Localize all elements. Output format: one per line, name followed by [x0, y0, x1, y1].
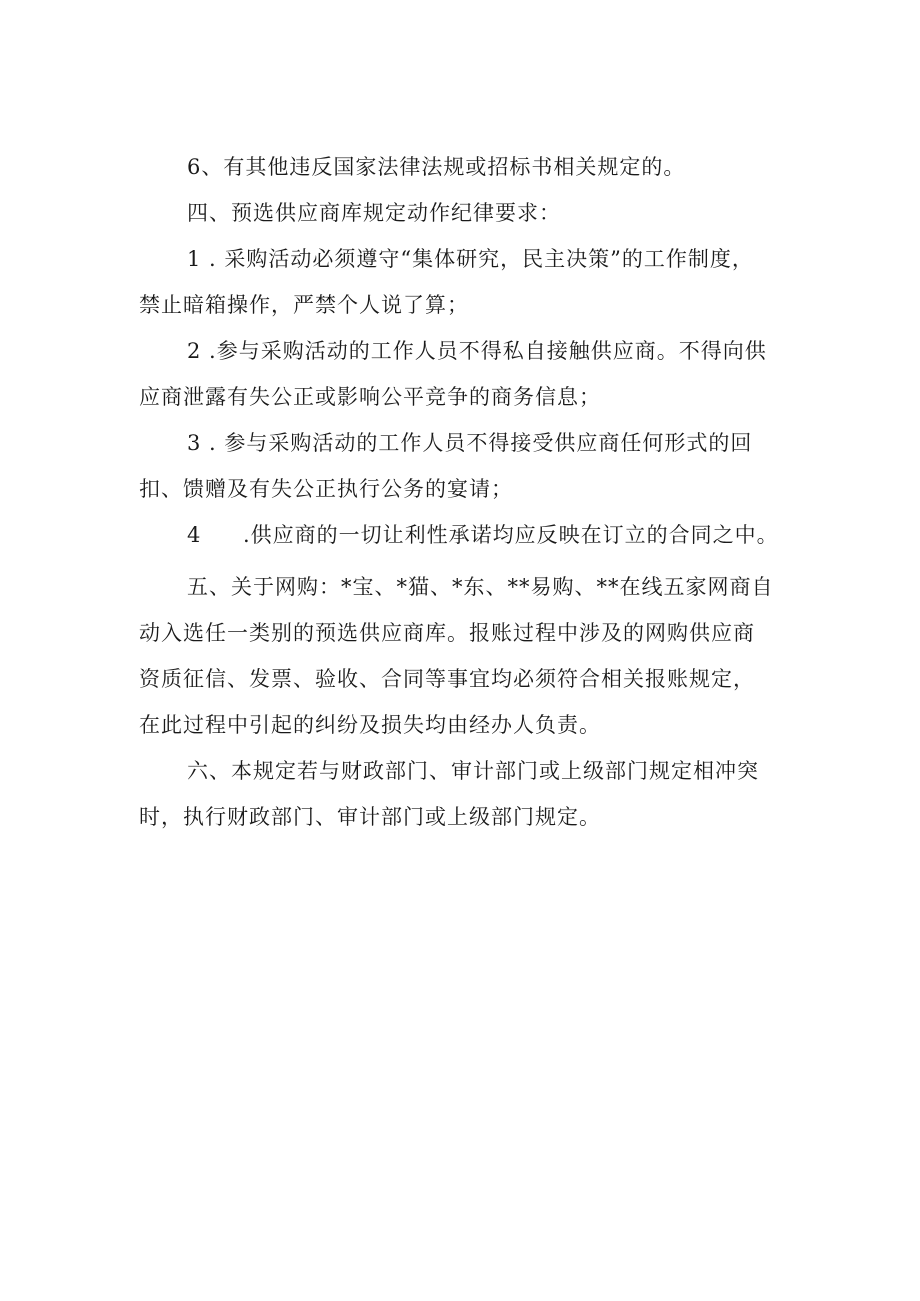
section-four-heading [139, 190, 809, 236]
paragraph-line: 六、本规定若与财政部门、审计部门或上级部门规定相冲突 [187, 759, 759, 783]
rule-item-1 [139, 236, 809, 328]
paragraph-item-6 [139, 144, 809, 190]
paragraph-line: 时，执行财政部门、审计部门或上级部门规定。 [139, 805, 601, 829]
paragraph-line: 6、有其他违反国家法律法规或招标书相关规定的。 [187, 155, 686, 179]
paragraph-line: 扣、馈赠及有失公正执行公务的宴请； [139, 477, 513, 501]
paragraph-line: 在此过程中引起的纠纷及损失均由经办人负责。 [139, 713, 601, 737]
rule-number: 4 [187, 523, 202, 547]
paragraph-line: 1 . 采购活动必须遵守“集体研究，民主决策”的工作制度， [187, 247, 754, 271]
rule-item-4 [139, 512, 809, 558]
paragraph-line: 资质征信、发票、验收、合同等事宜均必须符合相关报账规定， [139, 667, 755, 691]
rule-item-3 [139, 420, 809, 512]
paragraph-line: 四、预选供应商库规定动作纪律要求： [187, 201, 561, 225]
paragraph-line: 五、关于网购：*宝、*猫、*东、**易购、**在线五家网商自 [187, 575, 774, 599]
paragraph-line: 2 .参与采购活动的工作人员不得私自接触供应商。不得向供 [187, 339, 767, 363]
paragraph-line: 3 . 参与采购活动的工作人员不得接受供应商任何形式的回 [187, 431, 753, 455]
paragraph-line: 应商泄露有失公正或影响公平竞争的商务信息； [139, 385, 601, 409]
rule-item-2 [139, 328, 809, 420]
paragraph-line: 动入选任一类别的预选供应商库。报账过程中涉及的网购供应商 [139, 621, 755, 645]
section-six [139, 748, 809, 840]
document-body [139, 144, 809, 840]
section-five [139, 564, 809, 748]
paragraph-line [139, 512, 809, 558]
paragraph-line: 禁止暗箱操作，严禁个人说了算； [139, 293, 469, 317]
rule-text: .供应商的一切让利性承诺均应反映在订立的合同之中。 [243, 523, 779, 547]
